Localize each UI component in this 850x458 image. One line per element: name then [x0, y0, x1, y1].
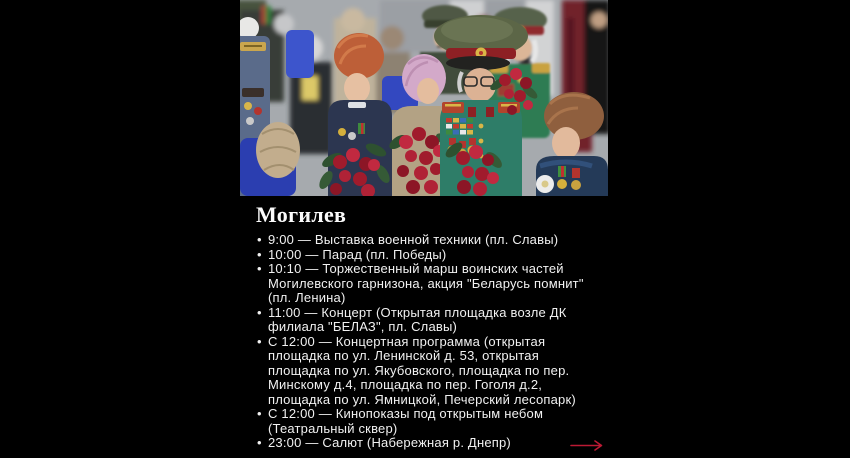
- veterans-photo-illustration: [240, 0, 608, 196]
- event-item: • С 12:00 — Кинопоказы под открытым небом (Театральный сквер): [268, 407, 590, 436]
- event-item: • 10:00 — Парад (пл. Победы): [268, 248, 590, 263]
- event-item: • С 12:00 — Концертная программа (открытая площадка по ул. Ленинской д. 53, открытая площадка по ул. Якубовского, площадка по пер. Минскому д.4, площадка по пер. Гоголя д.2, площадка по ул. Ямницкой, Печерский лесопарк): [268, 335, 590, 408]
- event-item: • 9:00 — Выставка военной техники (пл. Славы): [268, 233, 590, 248]
- event-item: • 11:00 — Концерт (Открытая площадка возле ДК филиала "БЕЛАЗ", пл. Славы): [268, 306, 590, 335]
- event-item: • 23:00 — Салют (Набережная р. Днепр): [268, 436, 590, 451]
- next-arrow-icon[interactable]: [570, 439, 604, 452]
- veterans-photo: [240, 0, 608, 196]
- event-card: [240, 0, 608, 458]
- events-list: [256, 233, 590, 451]
- event-content: [240, 196, 608, 451]
- city-title: Могилев: [256, 202, 347, 227]
- event-item: • 10:10 — Торжественный марш воинских частей Могилевского гарнизона, акция "Беларусь помнит" (пл. Ленина): [268, 262, 590, 306]
